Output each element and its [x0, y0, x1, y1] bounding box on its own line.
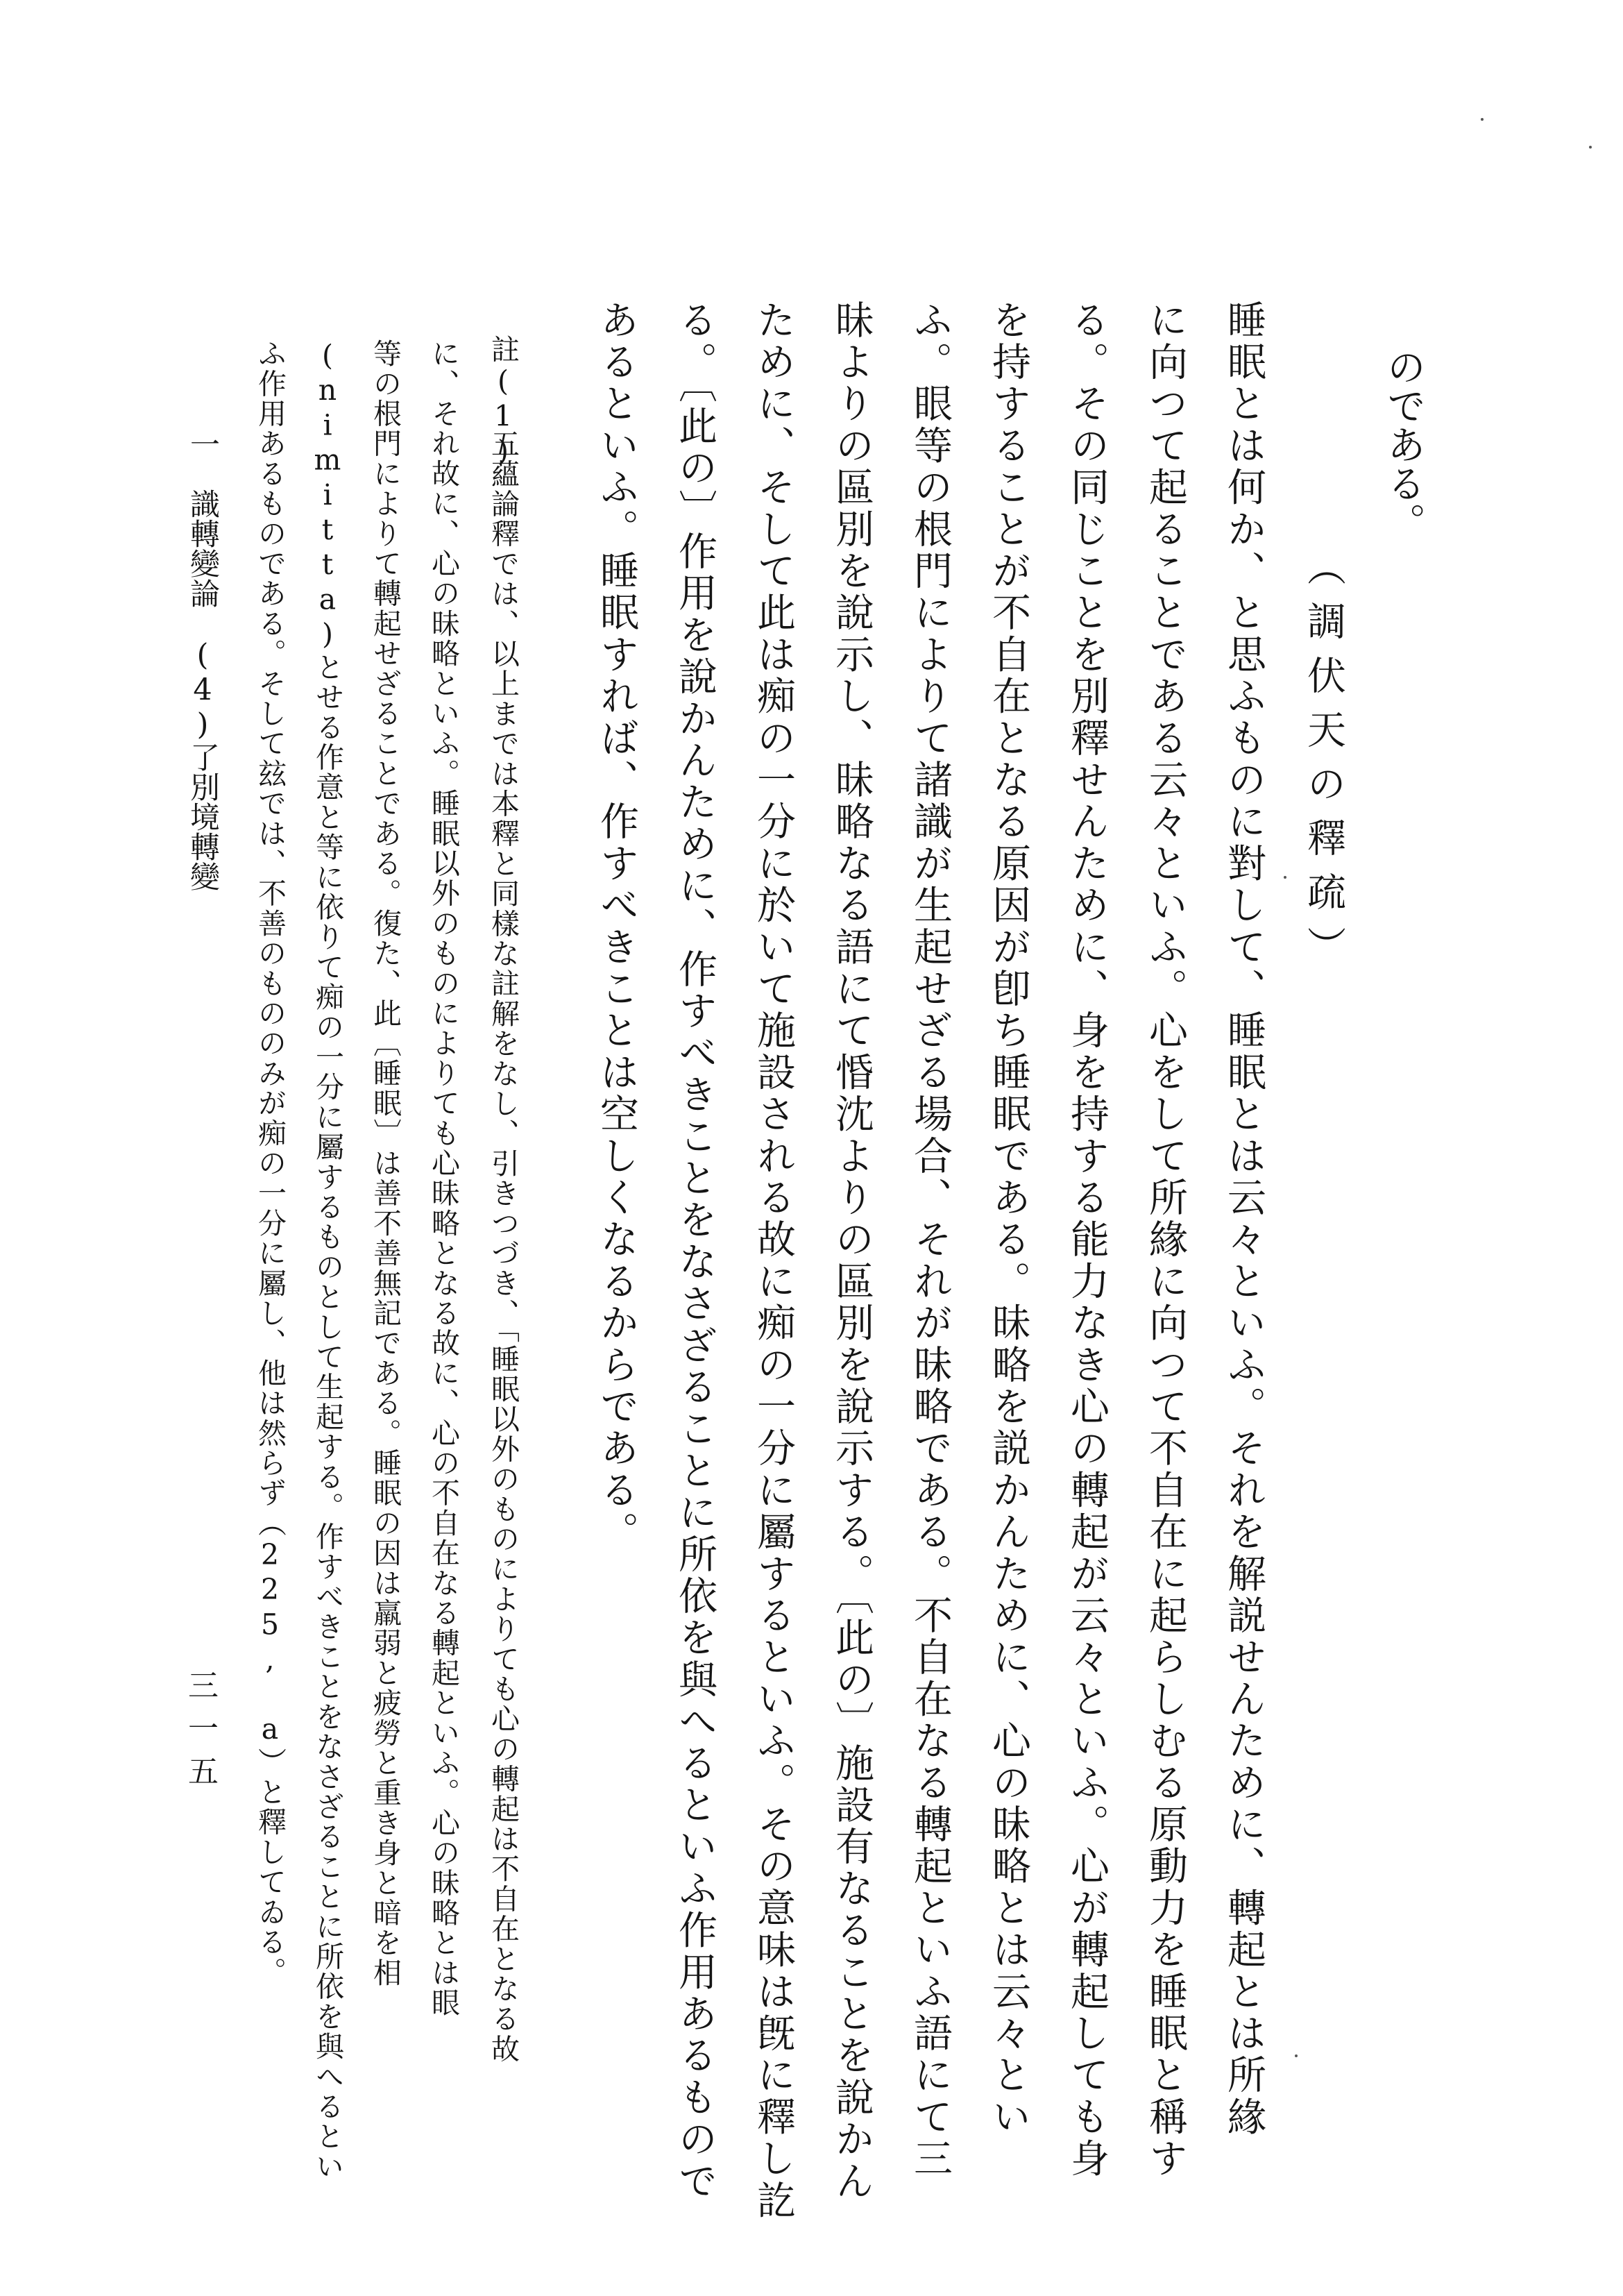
main-text-line: あるといふ。睡眠すれば、作すべきことは空しくなるからである。	[594, 300, 639, 1553]
footnote-line: に、それ故に、心の昧略といふ。睡眠以外のものによりても心昧略となる故に、心の不自在なる轉起といふ。心の昧略とは眼	[427, 339, 460, 2018]
footnote-line: (nimitta)とせる作意と等に依りて痴の一分に屬するものとして生起する。作すべきことをなさざることに所依を與へるとい	[311, 339, 344, 2181]
section-heading: （調伏天の釋疏）	[1301, 547, 1346, 980]
scan-speck	[1481, 118, 1484, 121]
scan-speck	[1589, 146, 1592, 149]
footnote-label: 註(1)	[486, 335, 520, 469]
main-text-line: 昧よりの區別を說示し、昧略なる語にて惛沈よりの區別を說示する。〔此の〕施設有なることを說かん	[829, 300, 874, 2203]
main-text-line: ふ。眼等の根門によりて諸識が生起せざる場合、それが昧略である。不自在なる轉起といふ語にて三	[908, 300, 953, 2180]
main-text-line: 睡眠とは何か、と思ふものに對して、睡眠とは云々といふ。それを解説せんために、轉起とは所緣	[1221, 300, 1266, 2138]
running-head: 一 識轉變論 (4)了別境轉變	[185, 429, 220, 891]
intro-line: のである。	[1381, 347, 1426, 541]
page-number: 三一五	[182, 1669, 218, 1798]
main-text-line: る。その同じことを別釋せんために、身を持する能力なき心の轉起が云々といふ。心が轉起しても身	[1064, 300, 1110, 2180]
main-text-line: る。〔此の〕作用を說かんために、作すべきことをなさざることに所依を與へるといふ作用あるもので	[672, 300, 717, 2203]
footnote-line: 等の根門によりて轉起せざることである。復た、此〔睡眠〕は善不善無記である。睡眠の因は羸弱と疲勞と重き身と暗を相	[368, 339, 402, 1988]
scan-speck	[1295, 2054, 1298, 2057]
main-text-line: ために、そして此は痴の一分に於いて施設される故に痴の一分に屬するといふ。その意味は旣に釋し訖	[751, 300, 796, 2222]
main-text-line: を持することが不自在となる原因が卽ち睡眠である。昧略を説かんために、心の昧略とは云々とい	[986, 300, 1031, 2138]
scan-speck	[1284, 876, 1286, 879]
main-text-line: に向つて起ることである云々といふ。心をして所緣に向つて不自在に起らしむる原動力を睡眠と稱す	[1143, 300, 1188, 2180]
footnote-line: 五蘊論釋では、以上までは本釋と同樣な註解をなし、引きつづき、「睡眠以外のものによりても心の轉起は不自在となる故	[486, 429, 520, 2064]
footnote-line: ふ作用あるものである。そして玆では、不善のもののみが痴の一分に屬し、他は然らず（225, a）と釋してゐる。	[253, 339, 287, 1987]
